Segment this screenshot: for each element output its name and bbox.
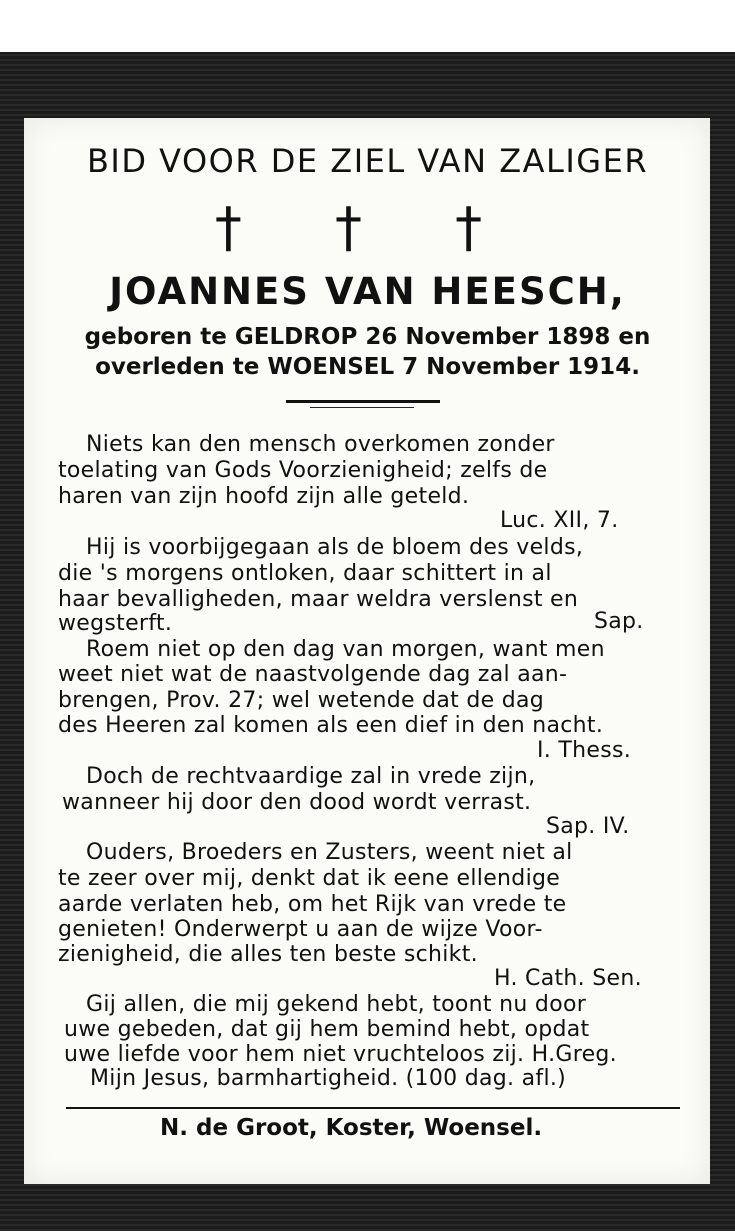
- text-line: die 's morgens ontloken, daar schittert in al: [58, 561, 552, 586]
- text-line: Doch de rechtvaardige zal in vrede zijn,: [86, 764, 536, 789]
- printer-credit: N. de Groot, Koster, Woensel.: [160, 1115, 543, 1141]
- text-line: H. Cath. Sen.: [494, 966, 642, 991]
- text-line: toelating van Gods Voorzienigheid; zelfs de: [58, 458, 548, 483]
- text-line: haar bevalligheden, maar weldra verslenst en: [58, 587, 579, 612]
- text-line: brengen, Prov. 27; wel wetende dat de dag: [58, 688, 545, 713]
- text-line: uwe gebeden, dat gij hem bemind hebt, opdat: [64, 1017, 590, 1042]
- footer-rule: [66, 1107, 680, 1109]
- deceased-name: JOANNES VAN HEESCH,: [109, 270, 626, 313]
- text-line: des Heeren zal komen als een dief in den nacht.: [58, 713, 604, 738]
- text-line: Luc. XII, 7.: [500, 508, 619, 533]
- text-line: genieten! Onderwerpt u aan de wijze Voor-: [58, 917, 543, 942]
- birth-line: geboren te GELDROP 26 November 1898 en: [84, 324, 651, 350]
- text-line: haren van zijn hoofd zijn alle geteld.: [58, 484, 470, 509]
- text-line: uwe liefde voor hem niet vruchteloos zij. H.Greg.: [64, 1042, 617, 1067]
- text-line: Ouders, Broeders en Zusters, weent niet al: [86, 840, 573, 865]
- divider-thin: [310, 407, 414, 408]
- text-line: I. Thess.: [537, 738, 632, 763]
- text-line: zienigheid, die alles ten beste schikt.: [58, 942, 478, 967]
- text-line: Gij allen, die mij gekend hebt, toont nu door: [86, 992, 587, 1017]
- text-line: weet niet wat de naastvolgende dag zal aan-: [58, 662, 568, 687]
- divider: [286, 400, 440, 403]
- text-line: wanneer hij door den dood wordt verrast.: [62, 790, 532, 815]
- text-line: Mijn Jesus, barmhartigheid. (100 dag. afl.): [90, 1066, 567, 1091]
- crosses: † † †: [214, 196, 521, 259]
- text-line: wegsterft.: [58, 611, 173, 636]
- text-line: aarde verlaten heb, om het Rijk van vrede te: [58, 892, 567, 917]
- text-line: Roem niet op den dag van morgen, want men: [86, 637, 605, 662]
- text-line: Niets kan den mensch overkomen zonder: [86, 432, 555, 457]
- text-line: Sap. IV.: [546, 814, 630, 839]
- death-line: overleden te WOENSEL 7 November 1914.: [95, 354, 640, 380]
- text-line: Hij is voorbijgegaan als de bloem des velds,: [86, 535, 584, 560]
- text-line: te zeer over mij, denkt dat ik eene ellendige: [58, 866, 561, 891]
- text-line: Sap.: [594, 609, 644, 634]
- prayer-heading: BID VOOR DE ZIEL VAN ZALIGER: [86, 142, 649, 180]
